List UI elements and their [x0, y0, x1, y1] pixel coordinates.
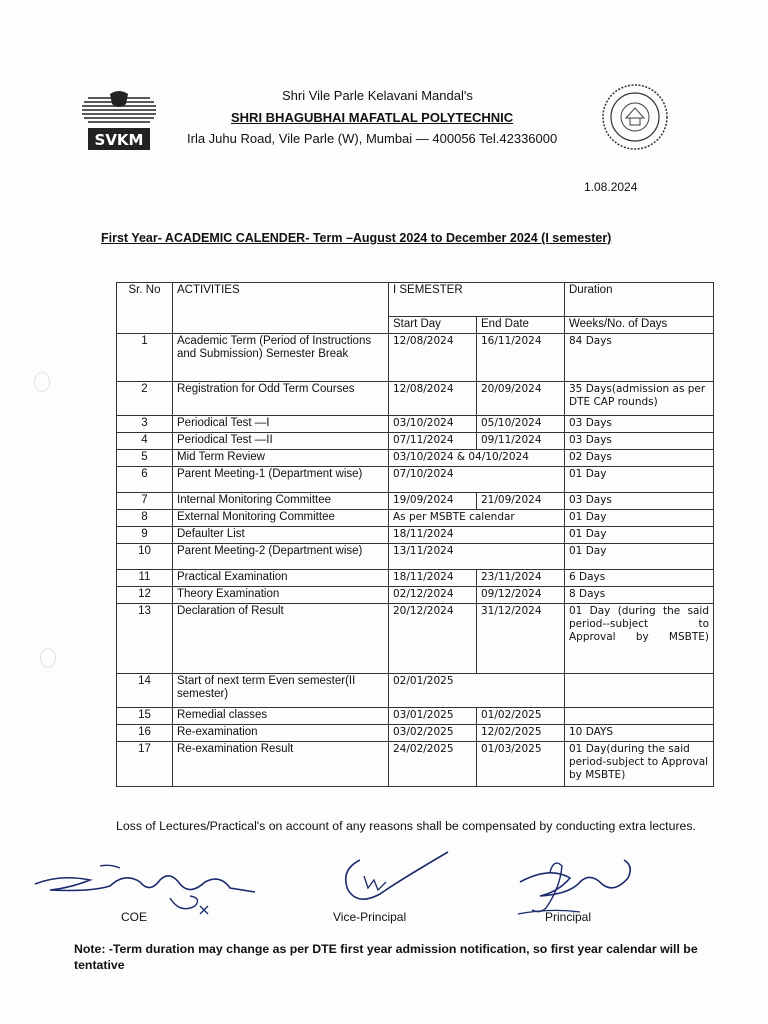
end-date-cell: 31/12/2024 [477, 604, 565, 674]
institute-seal-icon [600, 82, 670, 152]
date-span-cell: As per MSBTE calendar [389, 510, 565, 527]
end-date-cell: 20/09/2024 [477, 382, 565, 416]
sr-no-cell: 2 [117, 382, 173, 416]
sr-no-cell: 11 [117, 570, 173, 587]
duration-cell: 01 Day [565, 467, 714, 493]
date-span-cell: 07/10/2024 [389, 467, 565, 493]
activity-cell: Parent Meeting-1 (Department wise) [173, 467, 389, 493]
activity-cell: Parent Meeting-2 (Department wise) [173, 544, 389, 570]
sr-no-cell: 1 [117, 334, 173, 382]
start-day-cell: 07/11/2024 [389, 433, 477, 450]
start-day-cell: 03/01/2025 [389, 708, 477, 725]
table-row [117, 416, 714, 433]
punch-hole-mark [40, 648, 56, 668]
tentative-note: Note: -Term duration may change as per DTE first year admission notification, so first year calendar will be tentative [74, 942, 698, 972]
end-date-cell: 01/02/2025 [477, 708, 565, 725]
loss-of-lectures-note: Loss of Lectures/Practical's on account of any reasons shall be compensated by conducting extra lectures. [116, 819, 696, 833]
duration-cell: 01 Day(during the said period-subject to Approval by MSBTE) [565, 742, 714, 787]
table-row [117, 527, 714, 544]
document-date: 1.08.2024 [584, 180, 638, 194]
activity-cell: Registration for Odd Term Courses [173, 382, 389, 416]
duration-cell: 03 Days [565, 493, 714, 510]
end-date-cell: 21/09/2024 [477, 493, 565, 510]
header-sr-no: Sr. No [117, 283, 173, 334]
duration-cell [565, 674, 714, 708]
sr-no-cell: 13 [117, 604, 173, 674]
duration-cell: 01 Day [565, 510, 714, 527]
start-day-cell: 02/12/2024 [389, 587, 477, 604]
sr-no-cell: 3 [117, 416, 173, 433]
duration-cell: 03 Days [565, 433, 714, 450]
activity-cell: Practical Examination [173, 570, 389, 587]
activity-cell: Periodical Test —II [173, 433, 389, 450]
header-duration: Duration [565, 283, 714, 317]
activity-cell: Start of next term Even semester(II semester) [173, 674, 389, 708]
sr-no-cell: 16 [117, 725, 173, 742]
table-row [117, 708, 714, 725]
end-date-cell: 01/03/2025 [477, 742, 565, 787]
sr-no-cell: 12 [117, 587, 173, 604]
activity-cell: Periodical Test —I [173, 416, 389, 433]
end-date-cell: 05/10/2024 [477, 416, 565, 433]
academic-calendar-table [116, 282, 714, 787]
table-row [117, 382, 714, 416]
punch-hole-mark [34, 372, 50, 392]
activity-cell: Theory Examination [173, 587, 389, 604]
end-date-cell: 09/12/2024 [477, 587, 565, 604]
table-row [117, 510, 714, 527]
date-span-cell: 03/10/2024 & 04/10/2024 [389, 450, 565, 467]
table-header-row [117, 283, 714, 317]
sr-no-cell: 4 [117, 433, 173, 450]
table-row [117, 725, 714, 742]
sr-no-cell: 15 [117, 708, 173, 725]
start-day-cell: 19/09/2024 [389, 493, 477, 510]
coe-label: COE [121, 910, 148, 924]
institute-name: SHRI BHAGUBHAI MAFATLAL POLYTECHNIC [231, 110, 514, 125]
sr-no-cell: 9 [117, 527, 173, 544]
start-day-cell: 03/02/2025 [389, 725, 477, 742]
duration-cell: 01 Day (during the said period--subject to Approval by MSBTE) [565, 604, 714, 674]
activity-cell: Remedial classes [173, 708, 389, 725]
end-date-cell: 09/11/2024 [477, 433, 565, 450]
svg-text:SVKM: SVKM [94, 131, 144, 149]
table-row [117, 674, 714, 708]
start-day-cell: 03/10/2024 [389, 416, 477, 433]
sr-no-cell: 10 [117, 544, 173, 570]
date-span-cell: 13/11/2024 [389, 544, 565, 570]
activity-cell: Internal Monitoring Committee [173, 493, 389, 510]
duration-cell: 03 Days [565, 416, 714, 433]
duration-cell: 84 Days [565, 334, 714, 382]
start-day-cell: 12/08/2024 [389, 382, 477, 416]
header-semester: I SEMESTER [389, 283, 565, 317]
table-row [117, 604, 714, 674]
sr-no-cell: 8 [117, 510, 173, 527]
principal-label: Principal [545, 910, 592, 924]
start-day-cell: 20/12/2024 [389, 604, 477, 674]
vice-principal-label: Vice-Principal [333, 910, 407, 924]
table-row [117, 467, 714, 493]
activity-cell: Defaulter List [173, 527, 389, 544]
table-row [117, 544, 714, 570]
start-day-cell: 12/08/2024 [389, 334, 477, 382]
sr-no-cell: 17 [117, 742, 173, 787]
start-day-cell: 18/11/2024 [389, 570, 477, 587]
header-start-day: Start Day [389, 317, 477, 334]
vice-principal-signature [340, 850, 460, 910]
sr-no-cell: 14 [117, 674, 173, 708]
sr-no-cell: 6 [117, 467, 173, 493]
date-span-cell: 18/11/2024 [389, 527, 565, 544]
duration-cell: 6 Days [565, 570, 714, 587]
duration-cell: 01 Day [565, 544, 714, 570]
org-line: Shri Vile Parle Kelavani Mandal's [282, 88, 473, 103]
header-activities: ACTIVITIES [173, 283, 389, 334]
sr-no-cell: 7 [117, 493, 173, 510]
duration-cell: 02 Days [565, 450, 714, 467]
activity-cell: Academic Term (Period of Instructions and Submission) Semester Break [173, 334, 389, 382]
table-row [117, 493, 714, 510]
date-span-cell: 02/01/2025 [389, 674, 565, 708]
activity-cell: Declaration of Result [173, 604, 389, 674]
sr-no-cell: 5 [117, 450, 173, 467]
table-row [117, 433, 714, 450]
table-row [117, 587, 714, 604]
table-row [117, 570, 714, 587]
duration-cell: 10 DAYS [565, 725, 714, 742]
institute-address: Irla Juhu Road, Vile Parle (W), Mumbai — 400056 Tel.42336000 [187, 131, 558, 146]
activity-cell: Re-examination [173, 725, 389, 742]
activity-cell: Mid Term Review [173, 450, 389, 467]
table-row [117, 334, 714, 382]
duration-cell: 8 Days [565, 587, 714, 604]
header-weeks-days: Weeks/No. of Days [565, 317, 714, 334]
end-date-cell: 12/02/2025 [477, 725, 565, 742]
duration-cell: 35 Days(admission as per DTE CAP rounds) [565, 382, 714, 416]
calendar-title: First Year- ACADEMIC CALENDER- Term –August 2024 to December 2024 (I semester) [101, 231, 612, 245]
table-row [117, 450, 714, 467]
activity-cell: External Monitoring Committee [173, 510, 389, 527]
start-day-cell: 24/02/2025 [389, 742, 477, 787]
duration-cell [565, 708, 714, 725]
table-row [117, 742, 714, 787]
activity-cell: Re-examination Result [173, 742, 389, 787]
duration-cell: 01 Day [565, 527, 714, 544]
end-date-cell: 16/11/2024 [477, 334, 565, 382]
svkm-logo [80, 90, 158, 152]
header-end-date: End Date [477, 317, 565, 334]
end-date-cell: 23/11/2024 [477, 570, 565, 587]
